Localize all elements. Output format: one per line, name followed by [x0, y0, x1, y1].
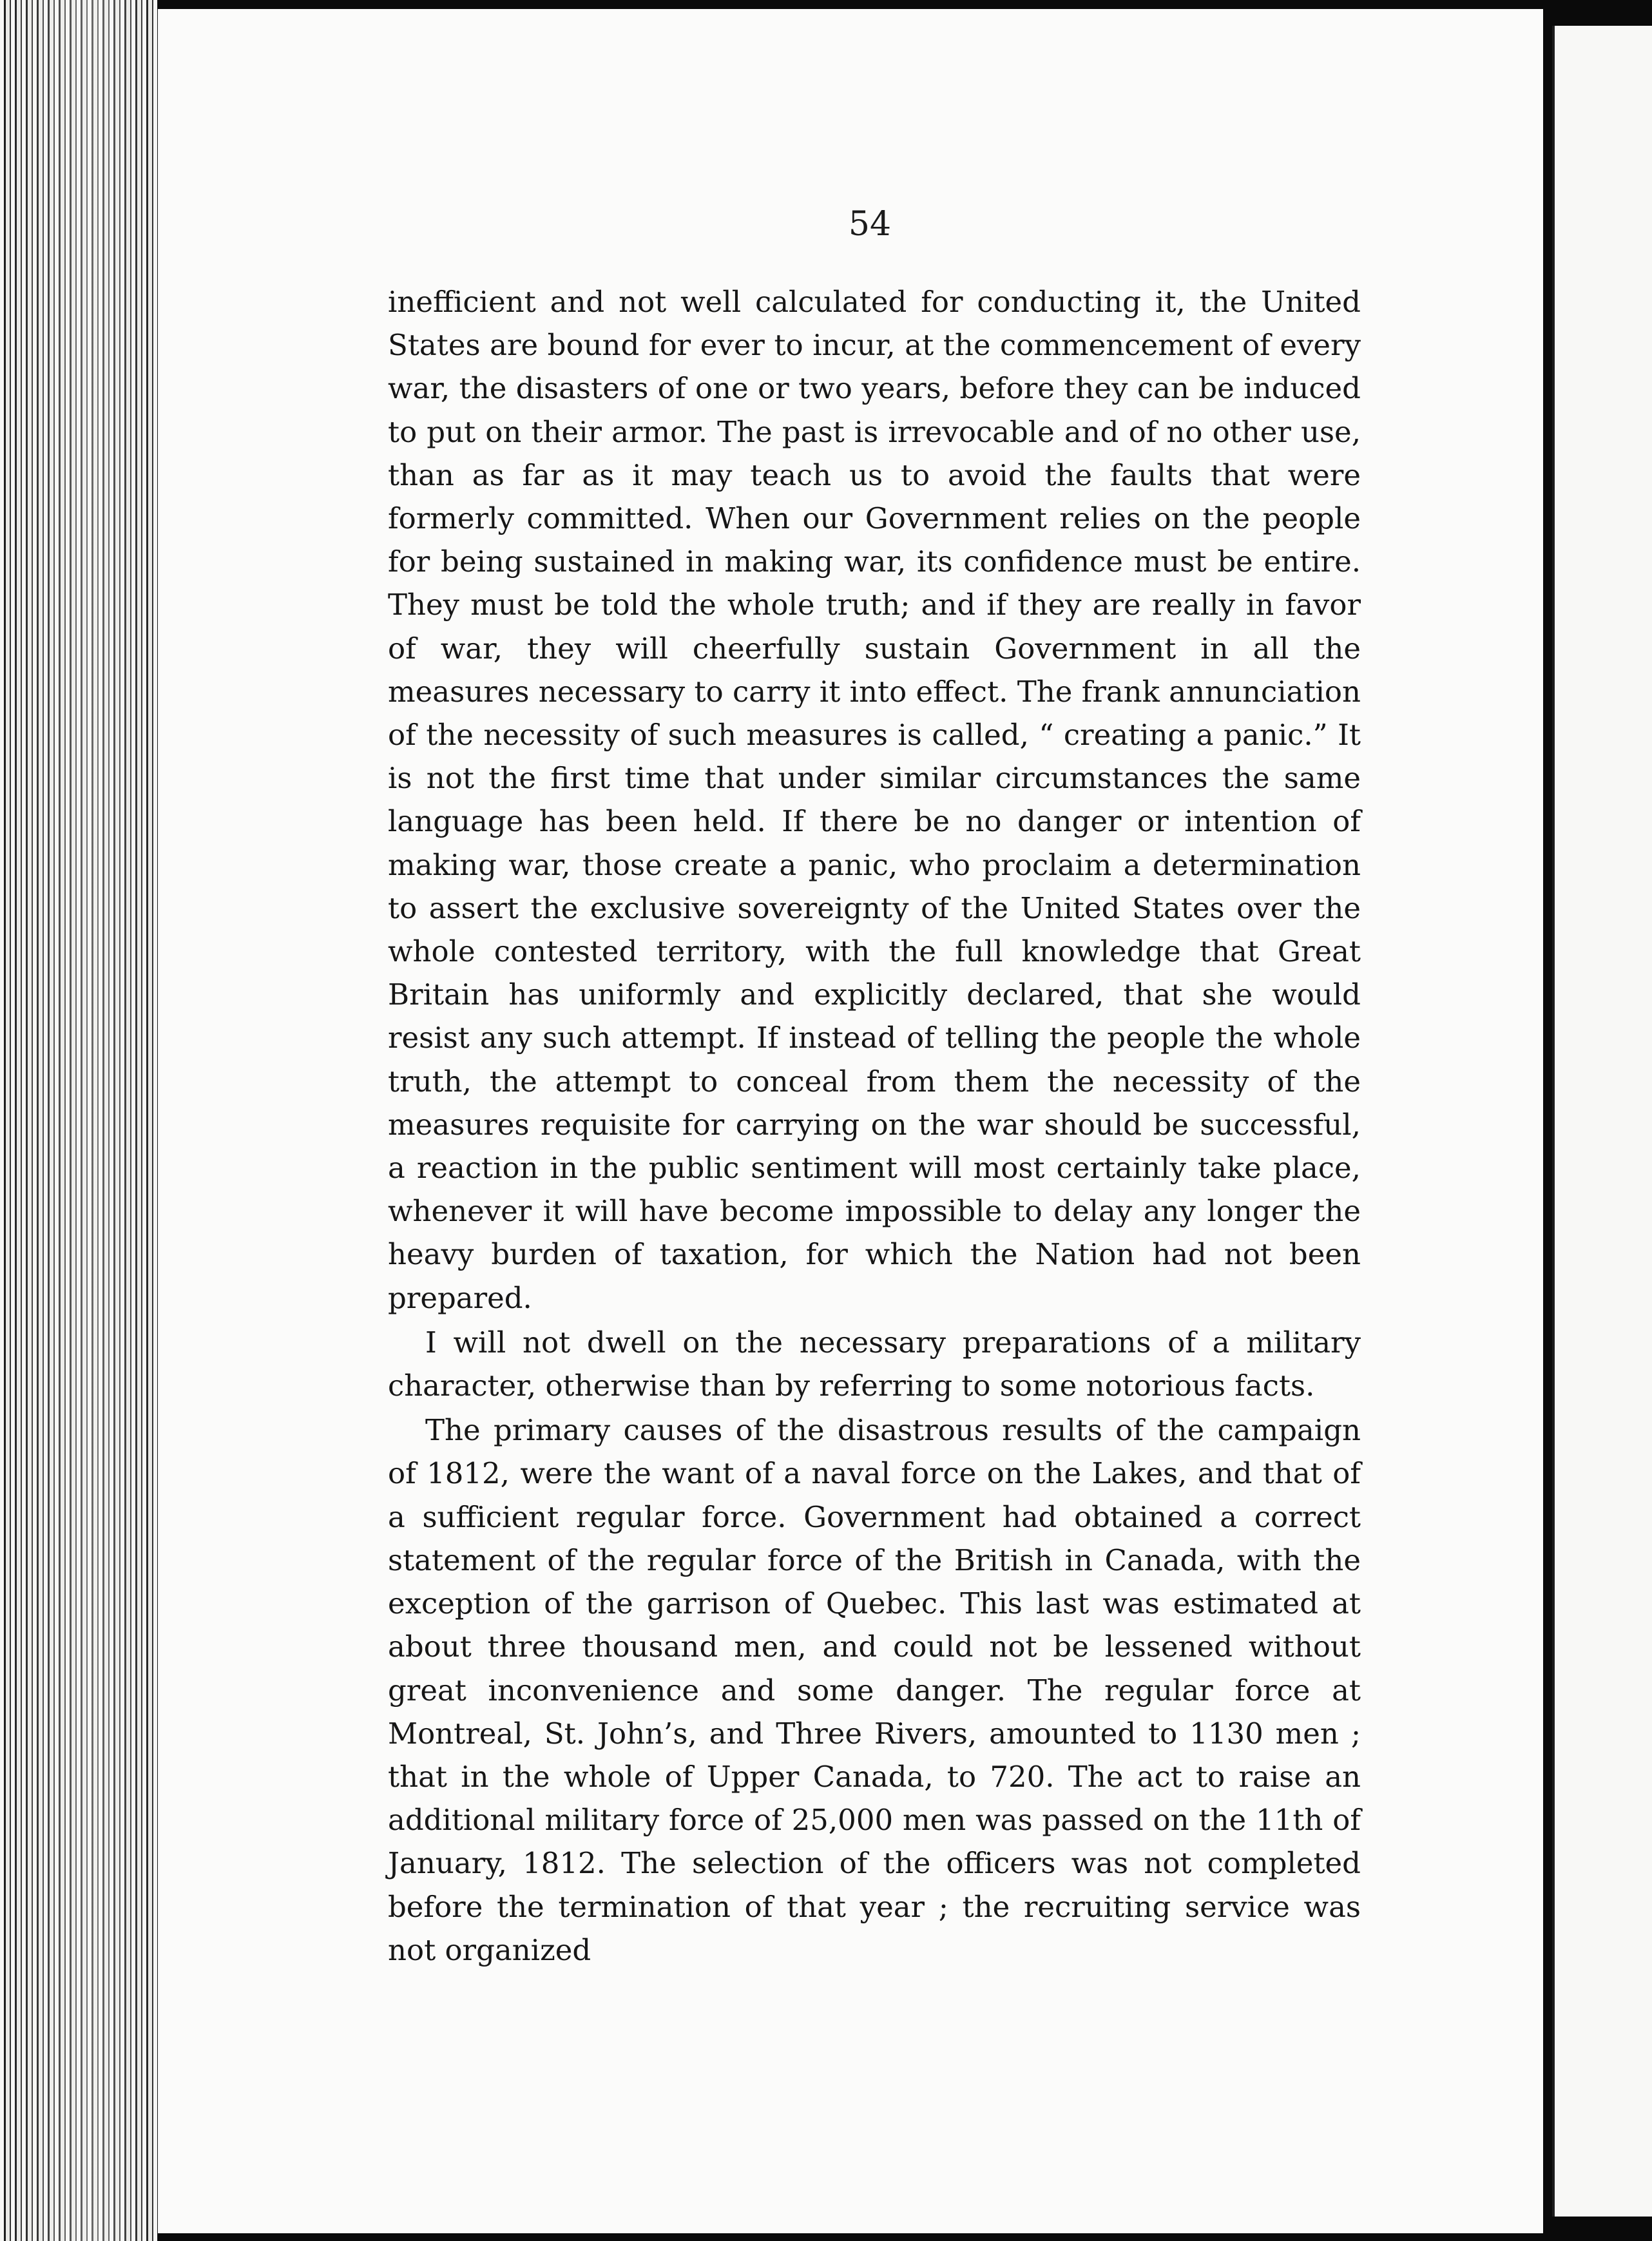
paragraph: I will not dwell on the necessary preparations of a military character, otherwise than by referring to some notorious facts. [388, 1325, 1361, 1403]
paragraph: The primary causes of the disastrous results of the campaign of 1812, were the want of a naval force on the Lakes, and that of a sufficient regular force. Government had obtained a correct statement of the regular force of the British in Canada, with the exception of the garrison of Quebec. This last was estimated at about three thousand men, and could not be lessened without great inconvenience and some danger. The regular force at Montreal, St. John’s, and Three Rivers, amounted to 1130 men ; that in the whole of Upper Canada, to 720. The act to raise an additional military force of 25,000 men was passed on the 11th of January, 1812. The selection of the officers was not completed before the termination of that year ; the recruiting service was not organized [388, 1413, 1361, 1967]
page-number: 54 [848, 205, 892, 244]
book-binding-edge [0, 0, 158, 2241]
next-page-edge [1552, 26, 1652, 2217]
page-body-text [388, 280, 1361, 1972]
paragraph: inefficient and not well calculated for conducting it, the United States are bound for ever to incur, at the commencement of every war, the disasters of one or two years, before they can be induced to put on their armor. The past is irrevocable and of no other use, than as far as it may teach us to avoid the faults that were formerly committed. When our Government relies on the people for being sustained in making war, its confidence must be entire. They must be told the whole truth; and if they are really in favor of war, they will cheerfully sustain Government in all the measures necessary to carry it into effect. The frank annunciation of the necessity of such measures is called, “ creating a panic.” It is not the first time that under similar circumstances the same language has been held. If there be no danger or intention of making war, those create a panic, who proclaim a determination to assert the exclusive sovereignty of the United States over the whole contested territory, with the full knowledge that Great Britain has uniformly and explicitly declared, that she would resist any such attempt. If instead of telling the people the whole truth, the attempt to conceal from them the necessity of the measures requisite for carrying on the war should be successful, a reaction in the public sentiment will most certainly take place, whenever it will have become impossible to delay any longer the heavy burden of taxation, for which the Nation had not been prepared. [388, 285, 1361, 1315]
page-gutter-shadow [1543, 0, 1552, 2241]
